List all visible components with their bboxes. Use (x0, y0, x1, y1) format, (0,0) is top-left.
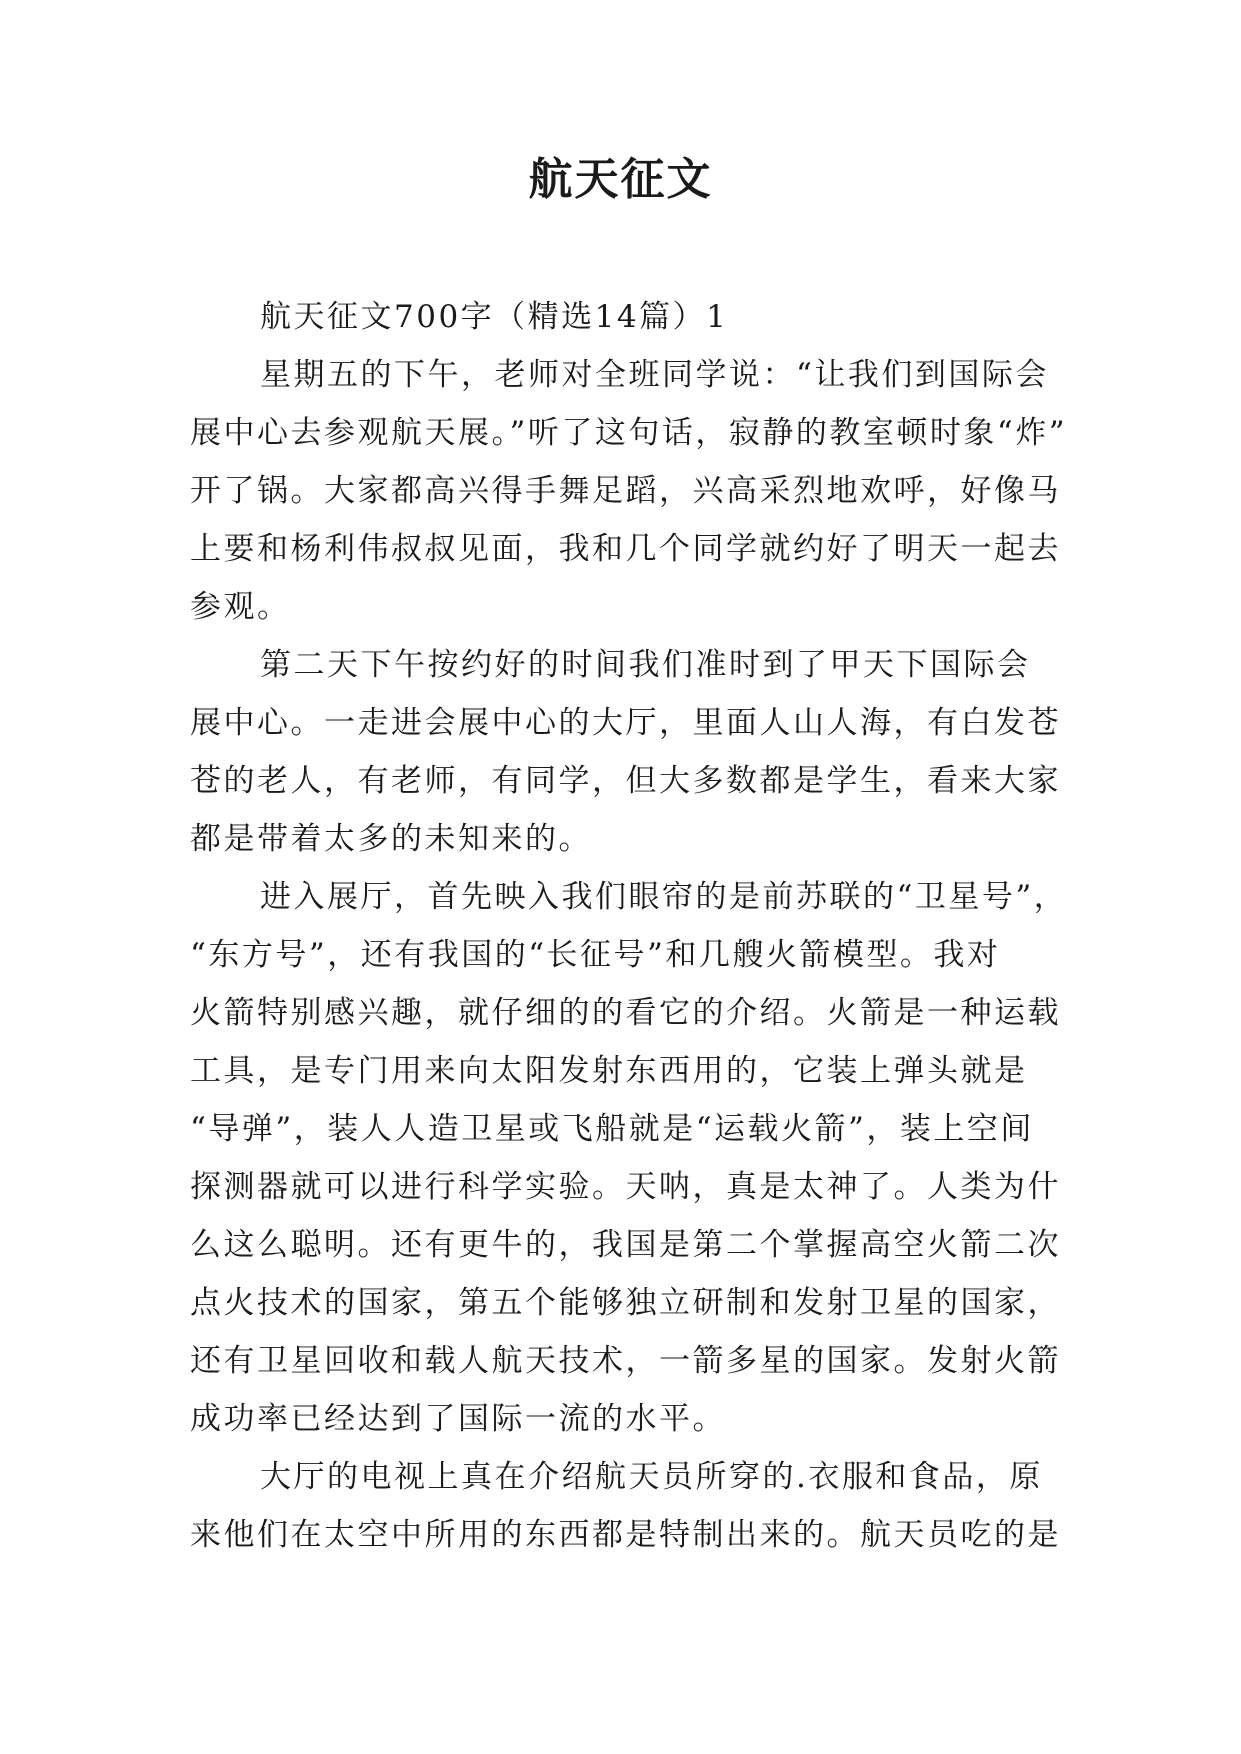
text-line: 点火技术的国家，第五个能够独立研制和发射卫星的国家， (190, 1285, 1061, 1321)
text-line: 第二天下午按约好的时间我们准时到了甲天下国际会 (260, 647, 1031, 683)
text-line: 还有卫星回收和载人航天技术，一箭多星的国家。发射火箭 (190, 1343, 1061, 1379)
text-line: 开了锅。大家都高兴得手舞足蹈，兴高采烈地欢呼，好像马 (190, 473, 1061, 509)
text-line: 来他们在太空中所用的东西都是特制出来的。航天员吃的是 (190, 1517, 1061, 1553)
text-line: 都是带着太多的未知来的。 (190, 821, 592, 857)
text-line: 航天征文700字（精选14篇）1 (260, 299, 729, 335)
text-line: 大厅的电视上真在介绍航天员所穿的.衣服和食品，原 (260, 1459, 1043, 1495)
text-line: 参观。 (190, 589, 291, 625)
text-line: 展中心去参观航天展。”听了这句话，寂静的教室顿时象“炸” (190, 415, 1068, 451)
text-line: 进入展厅，首先映入我们眼帘的是前苏联的“卫星号”， (260, 879, 1068, 915)
text-line: “东方号”，还有我国的“长征号”和几艘火箭模型。我对 (190, 937, 1001, 973)
text-line: 星期五的下午，老师对全班同学说：“让我们到国际会 (260, 357, 1049, 393)
text-line: 展中心。一走进会展中心的大厅，里面人山人海，有白发苍 (190, 705, 1061, 741)
text-line: 苍的老人，有老师，有同学，但大多数都是学生，看来大家 (190, 763, 1061, 799)
text-line: 火箭特别感兴趣，就仔细的的看它的介绍。火箭是一种运载 (190, 995, 1061, 1031)
text-line: 探测器就可以进行科学实验。天呐，真是太神了。人类为什 (190, 1169, 1061, 1205)
text-line: 工具，是专门用来向太阳发射东西用的，它装上弹头就是 (190, 1053, 1028, 1089)
text-line: 成功率已经达到了国际一流的水平。 (190, 1401, 726, 1437)
text-line: 么这么聪明。还有更牛的，我国是第二个掌握高空火箭二次 (190, 1227, 1061, 1263)
text-line: “导弹”，装人人造卫星或飞船就是“运载火箭”，装上空间 (190, 1111, 1034, 1147)
text-line: 上要和杨利伟叔叔见面，我和几个同学就约好了明天一起去 (190, 531, 1061, 567)
document-title: 航天征文 (528, 154, 713, 205)
